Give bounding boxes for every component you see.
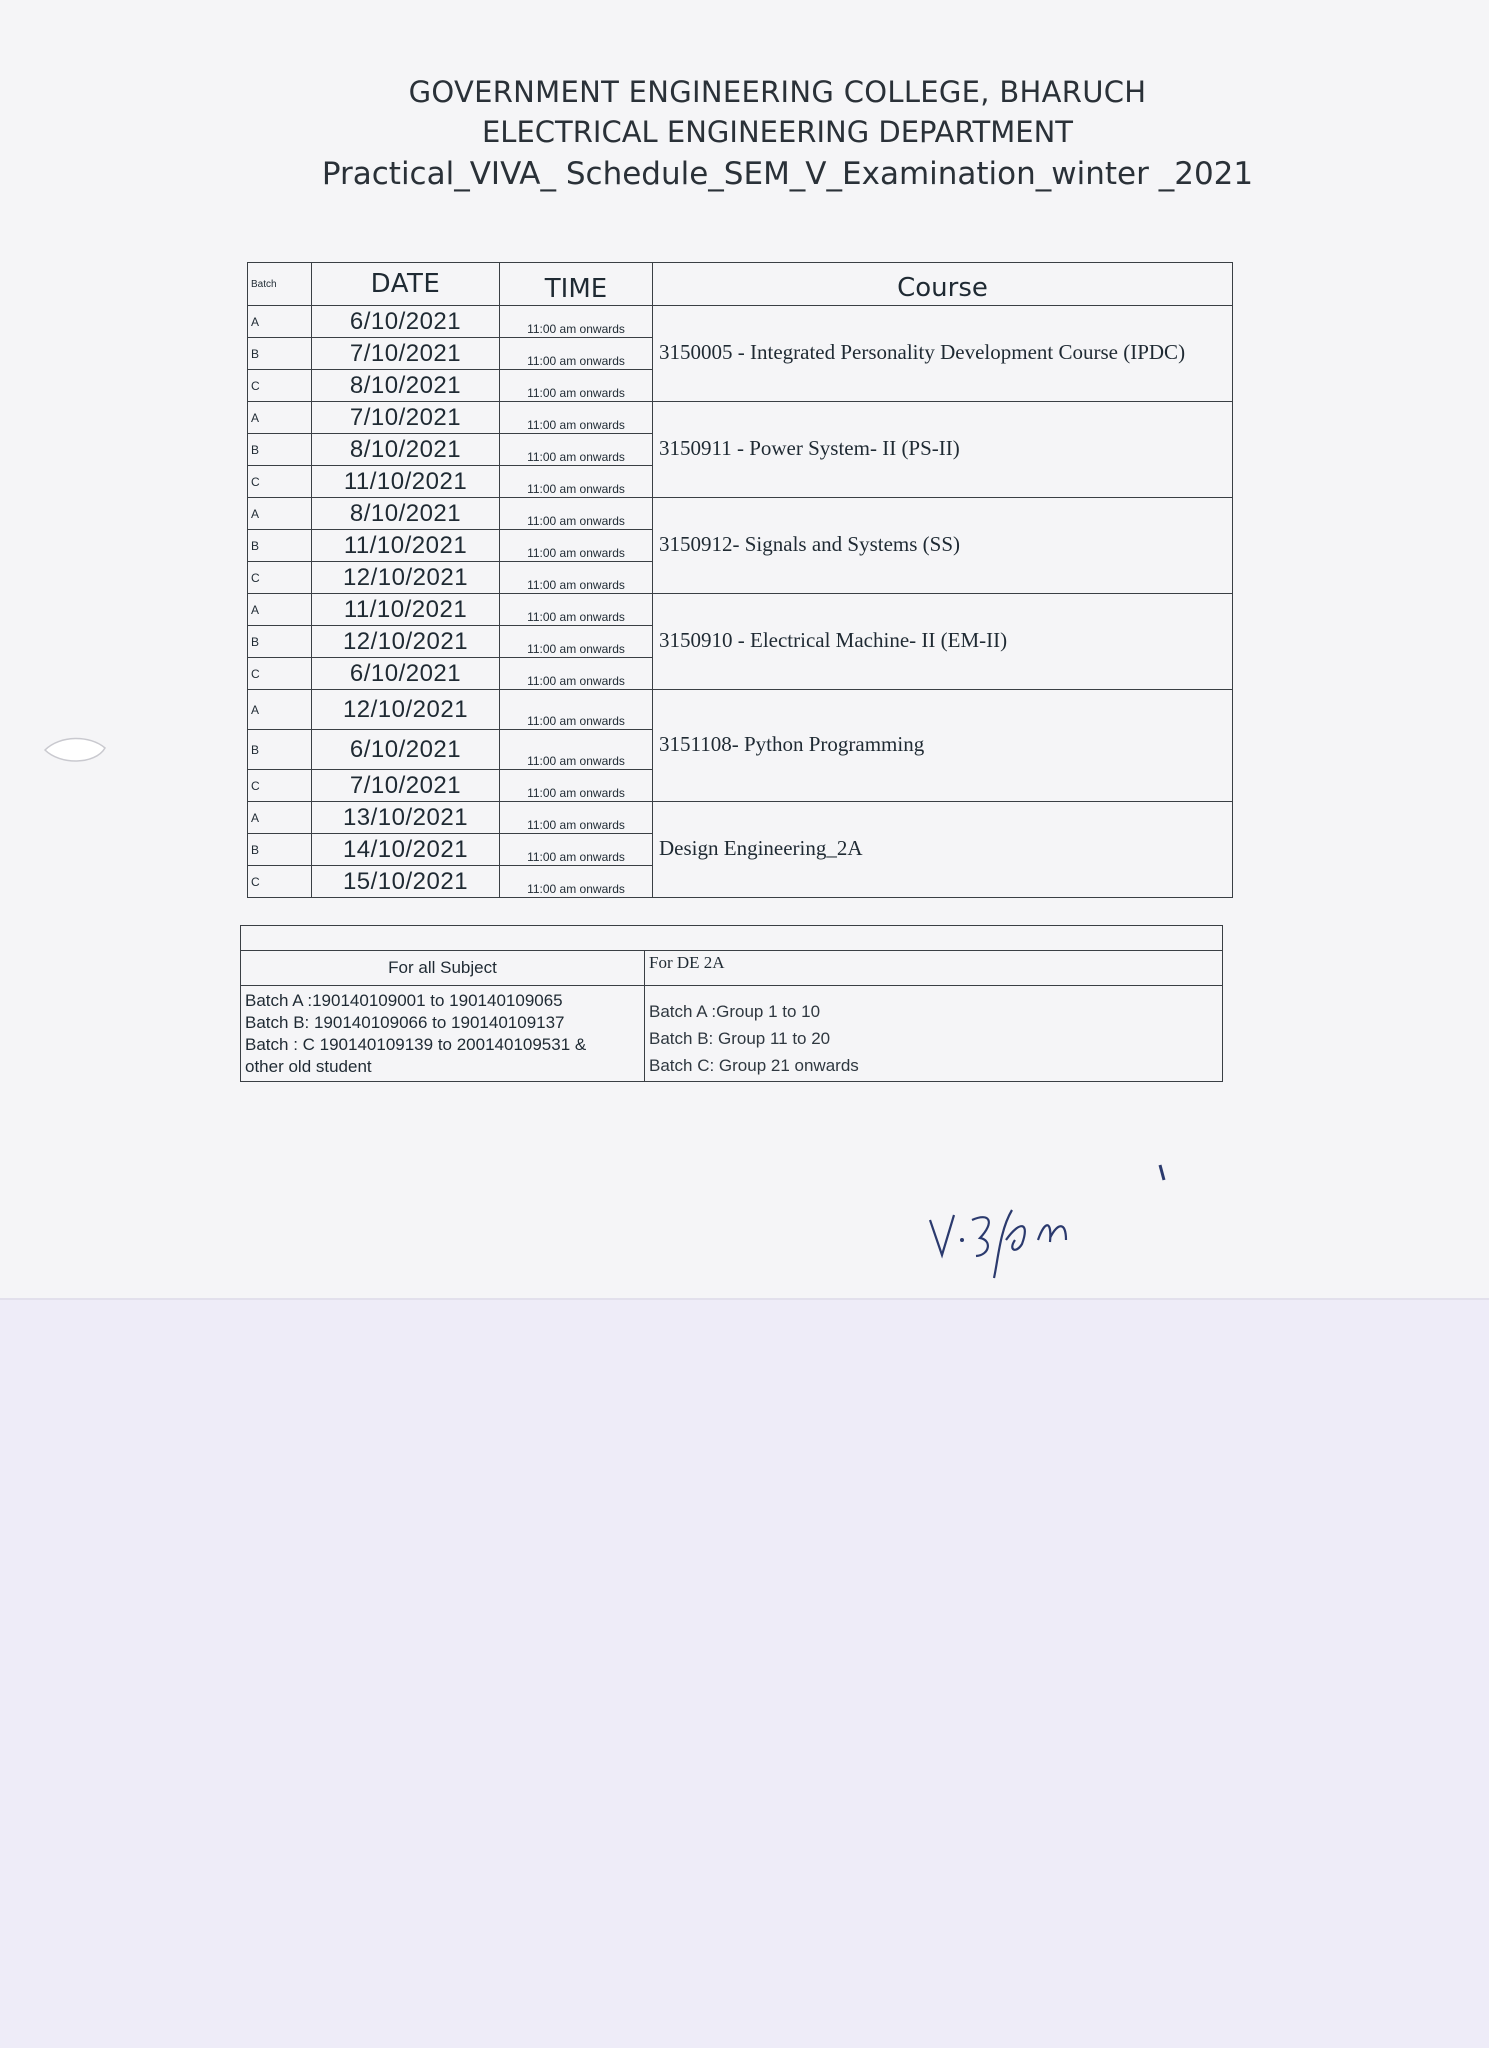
time-cell: 11:00 am onwards <box>500 498 653 530</box>
date-cell: 11/10/2021 <box>312 530 500 562</box>
date-cell: 12/10/2021 <box>312 626 500 658</box>
course-cell: 3150911 - Power System- II (PS-II) <box>653 402 1233 498</box>
document-title: Practical_VIVA_ Schedule_SEM_V_Examination_winter _2021 <box>321 156 1254 192</box>
date-cell: 8/10/2021 <box>312 434 500 466</box>
department-name: ELECTRICAL ENGINEERING DEPARTMENT <box>481 115 1074 149</box>
viva-schedule-table <box>247 262 1233 898</box>
date-cell: 7/10/2021 <box>312 770 500 802</box>
course-cell: 3150005 - Integrated Personality Development Course (IPDC) <box>653 306 1233 402</box>
schedule-row <box>248 306 1233 338</box>
all-subject-batches <box>241 986 645 1082</box>
batch-line: other old student <box>245 1056 372 1076</box>
batch-cell: B <box>248 730 312 770</box>
schedule-row <box>248 690 1233 730</box>
time-cell: 11:00 am onwards <box>500 770 653 802</box>
batch-allocation-table <box>240 925 1223 1082</box>
page-lower-half <box>0 1300 1489 2048</box>
de-2a-batches <box>645 986 1223 1082</box>
header-batch: Batch <box>248 263 312 306</box>
date-cell: 11/10/2021 <box>312 594 500 626</box>
time-cell: 11:00 am onwards <box>500 466 653 498</box>
batch-line: Batch A :190140109001 to 190140109065 <box>245 990 563 1010</box>
date-cell: 12/10/2021 <box>312 690 500 730</box>
batch-cell: B <box>248 530 312 562</box>
batch-cell: B <box>248 338 312 370</box>
date-cell: 6/10/2021 <box>312 658 500 690</box>
paper-fold-line <box>0 1298 1489 1300</box>
batch-content-row <box>241 986 1223 1082</box>
batch-cell: C <box>248 562 312 594</box>
batch-cell: C <box>248 466 312 498</box>
course-cell: 3150910 - Electrical Machine- II (EM-II) <box>653 594 1233 690</box>
batch-cell: A <box>248 690 312 730</box>
signature <box>920 1160 1180 1280</box>
batch-cell: C <box>248 770 312 802</box>
header-time: TIME <box>500 263 653 306</box>
date-cell: 8/10/2021 <box>312 370 500 402</box>
time-cell: 11:00 am onwards <box>500 834 653 866</box>
group-line: Batch B: Group 11 to 20 <box>649 1029 831 1048</box>
time-cell: 11:00 am onwards <box>500 730 653 770</box>
time-cell: 11:00 am onwards <box>500 866 653 898</box>
batch-cell: A <box>248 306 312 338</box>
paper-hole-mark <box>40 730 110 770</box>
batch-line: Batch : C 190140109139 to 200140109531 & <box>245 1034 587 1054</box>
time-cell: 11:00 am onwards <box>500 402 653 434</box>
batch-cell: C <box>248 370 312 402</box>
header-course: Course <box>653 263 1233 306</box>
time-cell: 11:00 am onwards <box>500 370 653 402</box>
group-line: Batch A :Group 1 to 10 <box>649 1002 821 1021</box>
batch-cell: B <box>248 626 312 658</box>
schedule-body <box>248 263 1233 898</box>
time-cell: 11:00 am onwards <box>500 658 653 690</box>
batch-cell: A <box>248 402 312 434</box>
time-cell: 11:00 am onwards <box>500 338 653 370</box>
batch-table-top-row <box>241 926 1223 951</box>
time-cell: 11:00 am onwards <box>500 306 653 338</box>
course-cell: 3151108- Python Programming <box>653 690 1233 802</box>
schedule-row <box>248 594 1233 626</box>
batch-header-row <box>241 951 1223 986</box>
date-cell: 7/10/2021 <box>312 338 500 370</box>
batch-cell: A <box>248 498 312 530</box>
time-cell: 11:00 am onwards <box>500 530 653 562</box>
course-cell: Design Engineering_2A <box>653 802 1233 898</box>
time-cell: 11:00 am onwards <box>500 626 653 658</box>
schedule-header-row <box>248 263 1233 306</box>
date-cell: 13/10/2021 <box>312 802 500 834</box>
batch-cell: A <box>248 594 312 626</box>
batch-cell: B <box>248 434 312 466</box>
batch-cell: C <box>248 658 312 690</box>
date-cell: 15/10/2021 <box>312 866 500 898</box>
header-date: DATE <box>312 263 500 306</box>
date-cell: 6/10/2021 <box>312 730 500 770</box>
batch-cell: B <box>248 834 312 866</box>
time-cell: 11:00 am onwards <box>500 802 653 834</box>
batch-line: Batch B: 190140109066 to 190140109137 <box>245 1012 565 1032</box>
date-cell: 11/10/2021 <box>312 466 500 498</box>
batch-cell: C <box>248 866 312 898</box>
date-cell: 7/10/2021 <box>312 402 500 434</box>
for-all-subject-header: For all Subject <box>241 951 645 986</box>
date-cell: 12/10/2021 <box>312 562 500 594</box>
time-cell: 11:00 am onwards <box>500 434 653 466</box>
date-cell: 6/10/2021 <box>312 306 500 338</box>
college-name: GOVERNMENT ENGINEERING COLLEGE, BHARUCH <box>408 75 1147 109</box>
date-cell: 8/10/2021 <box>312 498 500 530</box>
group-line: Batch C: Group 21 onwards <box>649 1056 859 1075</box>
batch-cell: A <box>248 802 312 834</box>
batch-table-spacer <box>241 926 1223 951</box>
course-cell: 3150912- Signals and Systems (SS) <box>653 498 1233 594</box>
date-cell: 14/10/2021 <box>312 834 500 866</box>
time-cell: 11:00 am onwards <box>500 594 653 626</box>
time-cell: 11:00 am onwards <box>500 690 653 730</box>
schedule-row <box>248 498 1233 530</box>
for-de-2a-header: For DE 2A <box>645 951 1223 986</box>
time-cell: 11:00 am onwards <box>500 562 653 594</box>
schedule-row <box>248 402 1233 434</box>
schedule-row <box>248 802 1233 834</box>
